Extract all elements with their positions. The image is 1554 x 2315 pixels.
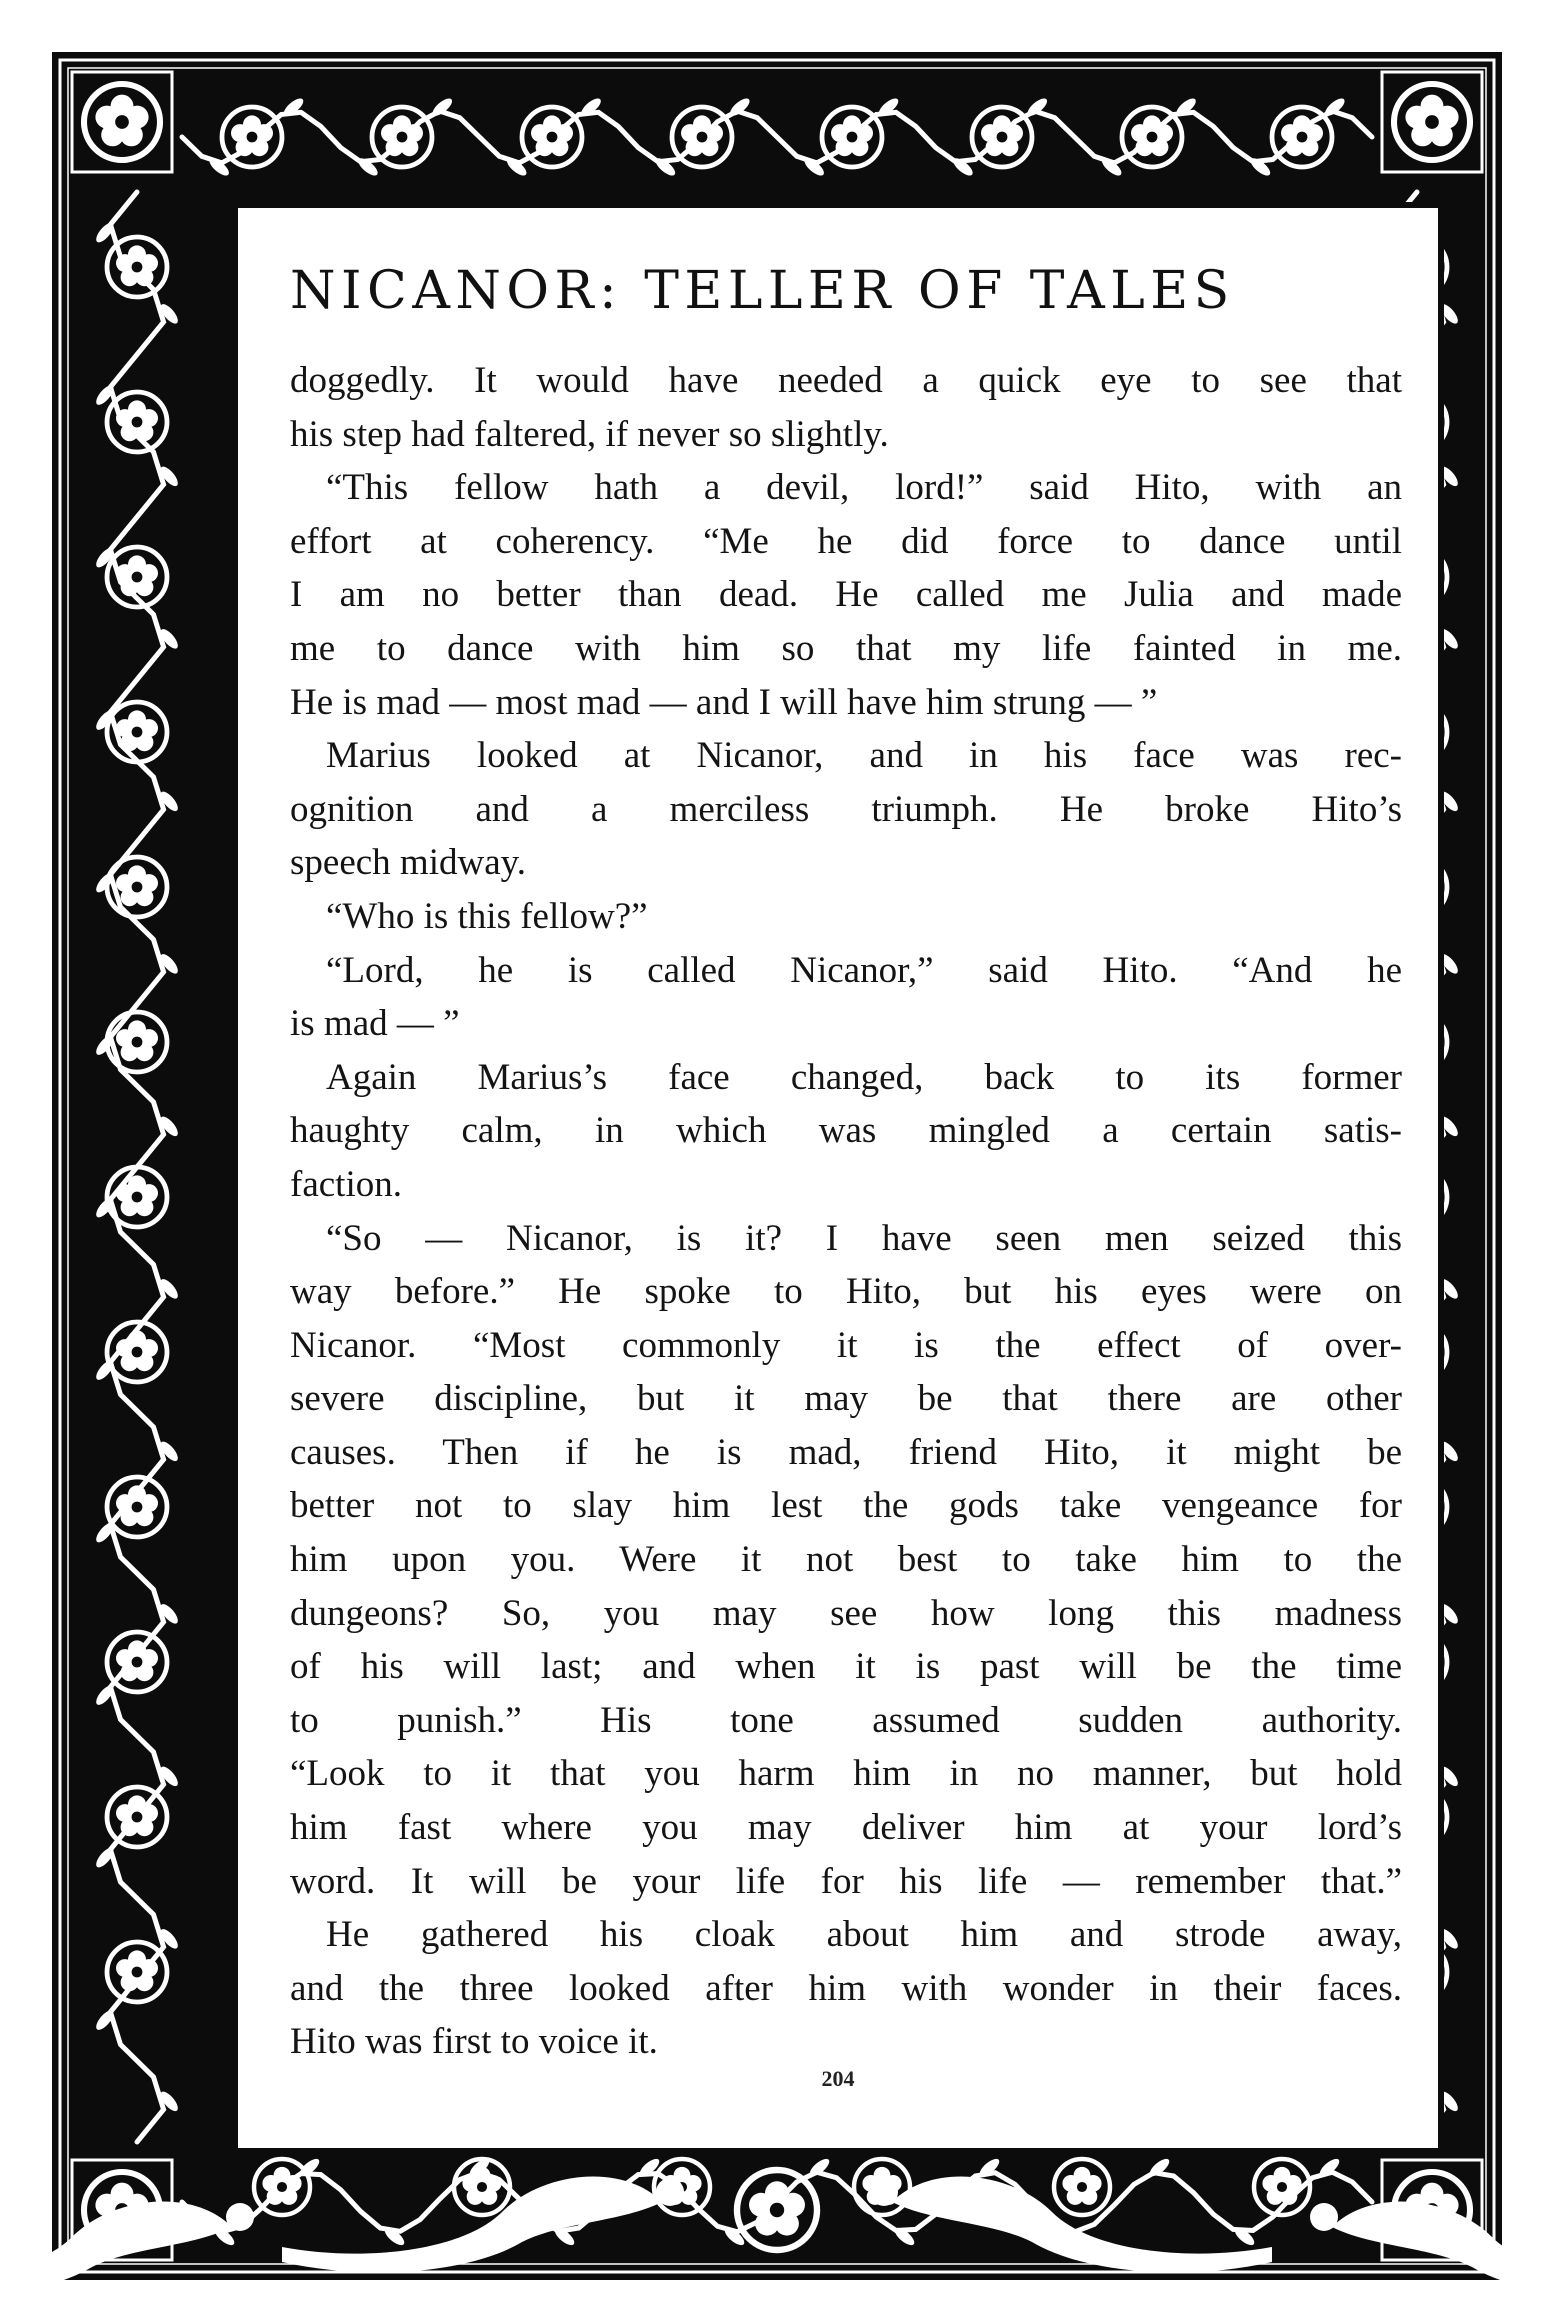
- rosette-center: [1277, 2182, 1287, 2192]
- rosette-petal: [116, 1494, 134, 1512]
- rosette-petal: [1062, 2175, 1079, 2192]
- rosette-center: [132, 417, 143, 428]
- text-line: “So — Nicanor, is it? I have seen men seized this: [326, 1217, 1402, 1259]
- rosette-petal: [381, 124, 399, 142]
- rosette-center: [547, 132, 558, 143]
- rosette-center: [132, 572, 143, 583]
- text-line: better not to slay him lest the gods take vengeance for: [290, 1485, 1402, 1527]
- peacock-body: [52, 2202, 232, 2280]
- text-line: way before.” He spoke to Hito, but his eyes were on: [290, 1271, 1402, 1313]
- page-number: 204: [821, 2066, 855, 2091]
- text-line: is mad — ”: [290, 1003, 460, 1045]
- text-line: causes. Then if he is mad, friend Hito, it might be: [290, 1431, 1402, 1473]
- rosette-center: [132, 1657, 143, 1668]
- text-line: me to dance with him so that my life fainted in me.: [290, 627, 1402, 669]
- rosette-petal: [116, 1804, 134, 1822]
- body-text: [290, 354, 1402, 2069]
- peacock-head: [226, 2203, 254, 2231]
- rosette-center: [132, 1967, 143, 1978]
- text-line: haughty calm, in which was mingled a certain satis-: [290, 1110, 1402, 1152]
- text-line: “Who is this fellow?”: [326, 895, 648, 937]
- rosette-center: [247, 132, 258, 143]
- text-line: him upon you. Were it not best to take him to the: [290, 1539, 1402, 1581]
- rosette-petal: [95, 106, 118, 129]
- rosette-petal: [831, 124, 849, 142]
- rosette-petal: [116, 1649, 134, 1667]
- rosette-petal: [116, 874, 134, 892]
- rosette-petal: [231, 124, 249, 142]
- rosette-center: [132, 1812, 143, 1823]
- rosette-petal: [116, 564, 134, 582]
- text-line: “Lord, he is called Nicanor,” said Hito. “And he: [326, 949, 1402, 991]
- rosette-center: [1297, 132, 1308, 143]
- text-line: “This fellow hath a devil, lord!” said Hito, with an: [326, 467, 1402, 509]
- vine-scroll: [182, 111, 1372, 163]
- rosette-petal: [116, 719, 134, 737]
- running-head: NICANOR: TELLER OF TALES: [290, 261, 1235, 321]
- text-line: speech midway.: [290, 842, 526, 884]
- text-line: faction.: [290, 1163, 402, 1205]
- rosette-center: [132, 1192, 143, 1203]
- rosette-petal: [116, 1184, 134, 1202]
- rosette-petal: [116, 254, 134, 272]
- rosette-center: [397, 132, 408, 143]
- rosette-center: [770, 2203, 784, 2217]
- peacock-head: [656, 2178, 684, 2206]
- text-line: He gathered his cloak about him and strode away,: [326, 1914, 1402, 1956]
- rosette-center: [132, 1037, 143, 1048]
- text-line: of his will last; and when it is past will be the time: [290, 1646, 1402, 1688]
- rosette-petal: [1281, 124, 1299, 142]
- rosette-center: [132, 1502, 143, 1513]
- rosette-petal: [116, 1029, 134, 1047]
- peacock-head: [870, 2178, 898, 2206]
- rosette-petal: [1131, 124, 1149, 142]
- rosette-center: [477, 2182, 487, 2192]
- rosette-center: [132, 882, 143, 893]
- rosette-center: [1425, 115, 1439, 129]
- rosette-center: [997, 132, 1008, 143]
- peacock-body: [1332, 2202, 1502, 2280]
- rosette-petal: [262, 2175, 279, 2192]
- rosette-center: [1147, 132, 1158, 143]
- text-line: him fast where you may deliver him at your lord’s: [290, 1807, 1402, 1849]
- rosette-center: [132, 262, 143, 273]
- rosette-petal: [1262, 2175, 1279, 2192]
- rosette-petal: [749, 2193, 773, 2217]
- text-line: and the three looked after him with wonder in their faces.: [290, 1967, 1402, 2009]
- peacock-head: [1310, 2203, 1338, 2231]
- text-line: Hito was first to voice it.: [290, 2021, 658, 2063]
- rosette-center: [115, 115, 129, 129]
- text-line: Nicanor. “Most commonly it is the effect of over-: [290, 1324, 1402, 1366]
- rosette-center: [277, 2182, 287, 2192]
- rosette-center: [847, 132, 858, 143]
- text-line: Again Marius’s face changed, back to its former: [326, 1056, 1402, 1098]
- text-line: dungeons? So, you may see how long this madness: [290, 1592, 1402, 1634]
- rosette-center: [132, 1347, 143, 1358]
- rosette-petal: [681, 124, 699, 142]
- peacock-ornament: [1310, 2202, 1502, 2280]
- text-line: “Look to it that you harm him in no manner, but hold: [290, 1753, 1402, 1795]
- rosette-petal: [116, 1959, 134, 1977]
- text-line: effort at coherency. “Me he did force to dance until: [290, 520, 1402, 562]
- text-line: ognition and a merciless triumph. He broke Hito’s: [290, 788, 1402, 830]
- text-line: doggedly. It would have needed a quick eye to see that: [290, 360, 1402, 401]
- rosette-petal: [116, 409, 134, 427]
- rosette-petal: [462, 2175, 479, 2192]
- rosette-center: [132, 727, 143, 738]
- text-line: to punish.” His tone assumed sudden authority.: [290, 1699, 1402, 1741]
- text-line: word. It will be your life for his life — remember that.”: [290, 1860, 1402, 1902]
- rosette-petal: [981, 124, 999, 142]
- text-panel: [232, 202, 1444, 2154]
- decorative-border: [52, 52, 1502, 2280]
- rosette-petal: [1405, 106, 1428, 129]
- text-line: his step had faltered, if never so slightly.: [290, 413, 889, 455]
- rosette-center: [1077, 2182, 1087, 2192]
- rosette-petal: [531, 124, 549, 142]
- text-line: I am no better than dead. He called me Julia and made: [290, 574, 1402, 616]
- text-line: He is mad — most mad — and I will have him strung — ”: [290, 681, 1158, 723]
- text-line: severe discipline, but it may be that there are other: [290, 1378, 1402, 1420]
- rosette-center: [697, 132, 708, 143]
- text-line: Marius looked at Nicanor, and in his face was rec-: [326, 735, 1402, 777]
- rosette-petal: [116, 1339, 134, 1357]
